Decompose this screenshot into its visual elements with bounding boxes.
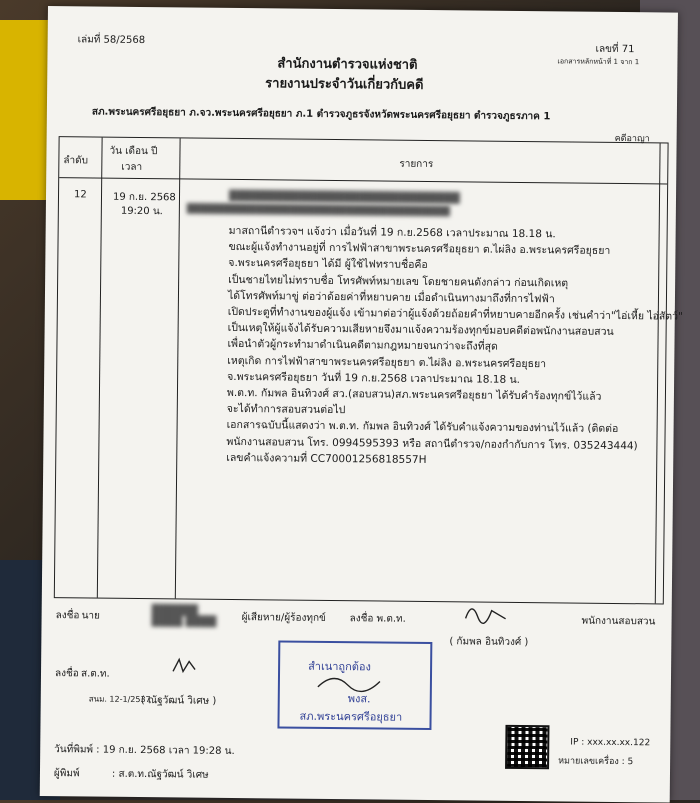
report-body-line: เป็นชายไทยไม่ทราบชื่อ โทรศัพท์หมายเลข โดยชายคนดังกล่าว ก่อนเกิดเหตุ: [228, 273, 569, 290]
stamp-line-3: สภ.พระนครศรีอยุธยา: [299, 709, 403, 724]
report-body-line: ได้โทรศัพท์มาขู่ ต่อว่าด้อยค่าที่หยาบคาย เมื่อดำเนินทางมาถึงที่การไฟฟ้า: [227, 289, 555, 306]
col-header-time: เวลา: [121, 161, 143, 173]
report-body-line: เหตุเกิด การไฟฟ้าสาขาพระนครศรีอยุธยา ต.ไผ่ลิง อ.พระนครศรีอยุธยา: [227, 354, 547, 370]
print-date: วันที่พิมพ์ : 19 ก.ย. 2568 เวลา 19:28 น.: [54, 744, 235, 757]
clerk-rank: ส.ต.ท.: [80, 668, 110, 680]
redacted-name-line: ██████████████████████████████: [228, 190, 460, 205]
victim-role: ผู้เสียหาย/ผู้ร้องทุกข์: [241, 612, 326, 624]
sign-label-victim: ลงชื่อ: [55, 610, 80, 622]
book-number: เล่มที่ 58/2568: [77, 34, 146, 47]
victim-prefix: นาย: [81, 610, 100, 622]
ip-address: IP : xxx.xx.xx.122: [570, 737, 651, 749]
redacted-address-line: ██████████████████████████████████████: [186, 204, 450, 218]
entry-time: 19:20 น.: [120, 205, 163, 218]
entry-date: 19 ก.ย. 2568: [112, 191, 176, 204]
report-body-line: เปิดประตูที่ทำงานของผู้แจ้ง เข้ามาต่อว่าผู้แจ้งด้วยถ้อยคำที่หยาบคายอีกครั้ง เช่นคำว่า"ไอ่เหี้ย ไอ่สัตว์": [227, 305, 683, 323]
report-body-line: เพื่อนำตัวผู้กระทำมาดำเนินคดีตามกฎหมายจนกว่าจะถึงที่สุด: [227, 338, 498, 354]
report-body-line: พ.ต.ท. กัมพล อินทิวงศ์ สว.(สอบสวน)สภ.พระนครศรีอยุธยา ได้รับคำร้องทุกข์ไว้แล้ว: [226, 386, 602, 403]
report-body-line: ขณะผู้แจ้งทำงานอยู่ที่ การไฟฟ้าสาขาพระนครศรีอยุธยา ต.ไผ่ลิง อ.พระนครศรีอยุธยา: [228, 241, 611, 258]
report-body-line: มาสถานีตำรวจฯ แจ้งว่า เมื่อวันที่ 19 ก.ย.2568 เวลาประมาณ 18.18 น.: [228, 224, 556, 241]
sign-label-clerk: ลงชื่อ: [54, 668, 79, 680]
stamp-line-1: สำเนาถูกต้อง: [308, 659, 371, 674]
officer-signature: [462, 598, 512, 627]
report-body-line: พนักงานสอบสวน โทร. 0994595393 หรือ สถานีตำรวจ/กองกำกับการ โทร. 035243444): [226, 435, 638, 452]
printer-label: ผู้พิมพ์: [53, 768, 80, 780]
investigator-name: ( กัมพล อินทิวงศ์ ): [449, 636, 529, 649]
police-report-document: [40, 6, 683, 803]
officer-sign-label: ลงชื่อ พ.ต.ท.: [349, 613, 406, 625]
page-subtitle: เอกสารหลักหน้าที่ 1 จาก 1: [557, 57, 640, 67]
report-body-line: เป็นเหตุให้ผู้แจ้งได้รับความเสียหายจึงมาแจ้งความร้องทุกข์มอบคดีต่อพนักงานสอบสวน: [227, 322, 614, 339]
station-line: สภ.พระนครศรีอยุธยา ภ.จว.พระนครศรีอยุธยา ภ.1 ตำรวจภูธรจังหวัดพระนครศรีอยุธยา ตำรวจภูธรภาค 1: [91, 106, 551, 123]
printer-name: : ส.ต.ท.ณัฐวัฒน์ วิเศษ: [111, 768, 209, 781]
agency-title: สำนักงานตำรวจแห่งชาติ: [277, 56, 418, 73]
stamp-line-2: พงส.: [347, 692, 371, 706]
victim-signature-redacted: ██████ ████ ████: [151, 605, 217, 628]
report-body-line: เลขคำแจ้งความที่ CC70001256818557H: [226, 451, 427, 466]
report-title: รายงานประจำวันเกี่ยวกับคดี: [265, 76, 424, 93]
page-number: เลขที่ 71: [595, 43, 635, 56]
clerk-name: ( ณัฐวัฒน์ วิเศษ ): [140, 695, 217, 707]
qr-code-icon: [505, 725, 549, 769]
col-header-details: รายการ: [399, 158, 434, 171]
certified-copy-stamp: [277, 640, 432, 730]
report-body-line: จ.พระนครศรีอยุธยา วันที่ 19 ก.ย.2568 เวลาประมาณ 18.18 น.: [227, 370, 521, 386]
printer-number: หมายเลขเครื่อง : 5: [558, 756, 634, 768]
col-header-no: ลำดับ: [63, 155, 89, 167]
form-code: สนม. 12-1/2537: [88, 694, 151, 705]
investigator-role: พนักงานสอบสวน: [581, 615, 656, 628]
case-type: คดีอาญา: [614, 133, 650, 145]
clerk-signature: [169, 655, 201, 677]
report-body-line: จ.พระนครศรีอยุธยา ได้มี ผู้ใช้ไฟทราบชื่อคือ: [228, 257, 428, 272]
entry-number: 12: [73, 189, 87, 201]
report-body-line: เอกสารฉบับนี้แสดงว่า พ.ต.ท. กัมพล อินทิวงศ์ ได้รับคำแจ้งความของท่านไว้แล้ว (ติดต่อ: [226, 419, 619, 436]
col-header-date: วัน เดือน ปี: [109, 145, 158, 158]
report-body-line: จะได้ทำการสอบสวนต่อไป: [226, 403, 346, 417]
